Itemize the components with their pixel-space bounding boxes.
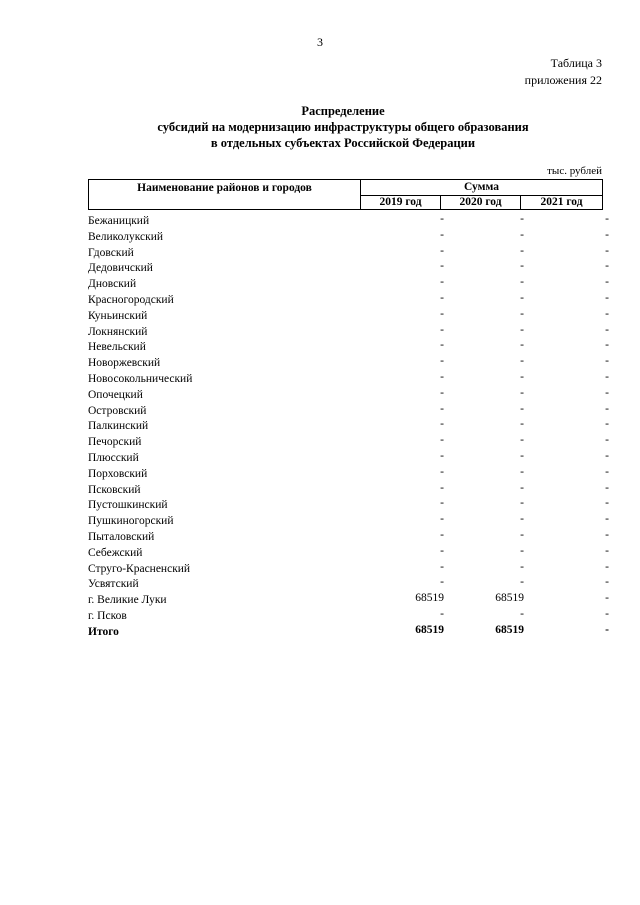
row-name: Пыталовский (88, 530, 155, 543)
value-2021: - (605, 323, 609, 336)
table-row (88, 246, 613, 262)
value-2020: - (520, 528, 524, 541)
value-2020: - (520, 544, 524, 557)
value-2020: - (520, 434, 524, 447)
value-2020: - (520, 607, 524, 620)
table-reference (525, 55, 602, 89)
value-2019: 68519 (415, 592, 444, 605)
table-row (88, 483, 613, 499)
value-2019: - (440, 481, 444, 494)
value-2021: - (605, 592, 609, 605)
row-name: Гдовский (88, 246, 134, 259)
value-2021: - (605, 576, 609, 589)
value-2019: - (440, 260, 444, 273)
document-title (0, 103, 640, 151)
value-2021: - (605, 244, 609, 257)
table-row (88, 388, 613, 404)
value-2020: - (520, 402, 524, 415)
value-2021: - (605, 497, 609, 510)
value-2020: - (520, 418, 524, 431)
value-2020: 68519 (495, 623, 524, 636)
table-row (88, 261, 613, 277)
value-2019: 68519 (415, 623, 444, 636)
value-2020: - (520, 307, 524, 320)
value-2020: - (520, 355, 524, 368)
table-row (88, 609, 613, 625)
value-2021: - (605, 370, 609, 383)
table-row (88, 404, 613, 420)
table-header (88, 179, 603, 210)
row-name: Плюсский (88, 451, 139, 464)
value-2019: - (440, 339, 444, 352)
table-row (88, 530, 613, 546)
value-2019: - (440, 228, 444, 241)
row-name: Порховский (88, 467, 148, 480)
row-name: Красногородский (88, 293, 174, 306)
table-row (88, 214, 613, 230)
table-row (88, 309, 613, 325)
value-2019: - (440, 418, 444, 431)
value-2019: - (440, 213, 444, 225)
value-2021: - (605, 481, 609, 494)
header-2021: 2021 год (540, 196, 583, 208)
row-name: Новоржевский (88, 357, 161, 370)
value-2020: - (520, 339, 524, 352)
value-2020: - (520, 560, 524, 573)
table-row (88, 230, 613, 246)
row-name: Итого (88, 625, 119, 638)
row-name: Пушкиногорский (88, 515, 174, 528)
table-ref-line2: приложения 22 (524, 73, 602, 87)
value-2019: - (440, 465, 444, 478)
title-line2: субсидий на модернизацию инфраструктуры общего образования (157, 120, 529, 134)
row-name: Бежаницкий (88, 215, 150, 227)
value-2020: - (520, 386, 524, 399)
value-2020: - (520, 481, 524, 494)
table-row (88, 514, 613, 530)
value-2019: - (440, 560, 444, 573)
value-2021: - (605, 213, 609, 225)
row-name: Пустошкинский (88, 499, 168, 512)
row-name: Локнянский (88, 325, 148, 338)
value-2020: - (520, 228, 524, 241)
row-name: Опочецкий (88, 388, 143, 401)
table-row (88, 293, 613, 309)
value-2021: - (605, 228, 609, 241)
value-2021: - (605, 355, 609, 368)
table-body (88, 214, 613, 641)
value-2019: - (440, 544, 444, 557)
row-name: Островский (88, 404, 147, 417)
value-2019: - (440, 434, 444, 447)
table-row (88, 435, 613, 451)
table-row (88, 546, 613, 562)
value-2019: - (440, 513, 444, 526)
value-2020: - (520, 213, 524, 225)
value-2020: - (520, 323, 524, 336)
value-2019: - (440, 607, 444, 620)
value-2021: - (605, 544, 609, 557)
page-number: 3 (317, 35, 323, 49)
value-2019: - (440, 528, 444, 541)
row-name: Великолукский (88, 230, 164, 243)
value-2021: - (605, 260, 609, 273)
value-2021: - (605, 465, 609, 478)
value-2019: - (440, 244, 444, 257)
value-2019: - (440, 355, 444, 368)
row-name: Палкинский (88, 420, 149, 433)
value-2019: - (440, 276, 444, 289)
row-name: Дедовичский (88, 262, 153, 275)
value-2020: - (520, 513, 524, 526)
value-2020: 68519 (495, 592, 524, 605)
value-2021: - (605, 449, 609, 462)
row-name: Струго-Красненский (88, 562, 191, 575)
value-2019: - (440, 449, 444, 462)
title-line1: Распределение (301, 104, 385, 118)
value-2019: - (440, 402, 444, 415)
value-2020: - (520, 497, 524, 510)
value-2021: - (605, 434, 609, 447)
row-name: г. Псков (88, 609, 127, 622)
table-row (88, 372, 613, 388)
header-2020: 2020 год (441, 195, 521, 209)
value-2020: - (520, 276, 524, 289)
value-2019: - (440, 323, 444, 336)
table-row (88, 562, 613, 578)
header-2019: 2019 год (361, 195, 441, 209)
value-2019: - (440, 576, 444, 589)
header-sum: Сумма (361, 180, 602, 196)
row-name: Усвятский (88, 578, 139, 591)
row-name: г. Великие Луки (88, 594, 167, 607)
table-row (88, 451, 613, 467)
value-2020: - (520, 465, 524, 478)
value-2021: - (605, 560, 609, 573)
row-name: Дновский (88, 278, 137, 291)
value-2020: - (520, 260, 524, 273)
value-2019: - (440, 386, 444, 399)
table-row (88, 325, 613, 341)
value-2021: - (605, 386, 609, 399)
value-2021: - (605, 513, 609, 526)
value-2021: - (605, 528, 609, 541)
table-row (88, 498, 613, 514)
row-name: Куньинский (88, 309, 148, 322)
table-row (88, 419, 613, 435)
value-2019: - (440, 370, 444, 383)
total-row (88, 625, 613, 641)
value-2021: - (605, 307, 609, 320)
value-2020: - (520, 576, 524, 589)
value-2021: - (605, 276, 609, 289)
value-2019: - (440, 307, 444, 320)
value-2019: - (440, 497, 444, 510)
header-name: Наименование районов и городов (89, 180, 361, 209)
table-row (88, 593, 613, 609)
value-2020: - (520, 449, 524, 462)
value-2021: - (605, 291, 609, 304)
table-row (88, 467, 613, 483)
table-row (88, 277, 613, 293)
row-name: Невельский (88, 341, 146, 354)
row-name: Новосокольнический (88, 372, 193, 385)
table-ref-line1: Таблица 3 (550, 56, 602, 70)
row-name: Печорский (88, 436, 142, 449)
units-label: тыс. рублей (547, 165, 602, 177)
value-2020: - (520, 244, 524, 257)
value-2019: - (440, 291, 444, 304)
value-2021: - (605, 623, 609, 636)
value-2021: - (605, 339, 609, 352)
value-2021: - (605, 418, 609, 431)
row-name: Псковский (88, 483, 141, 496)
value-2021: - (605, 607, 609, 620)
value-2021: - (605, 402, 609, 415)
row-name: Себежский (88, 546, 143, 559)
table-row (88, 356, 613, 372)
title-line3: в отдельных субъектах Российской Федерации (210, 136, 476, 150)
table-row (88, 577, 613, 593)
value-2020: - (520, 291, 524, 304)
table-row (88, 340, 613, 356)
value-2020: - (520, 370, 524, 383)
